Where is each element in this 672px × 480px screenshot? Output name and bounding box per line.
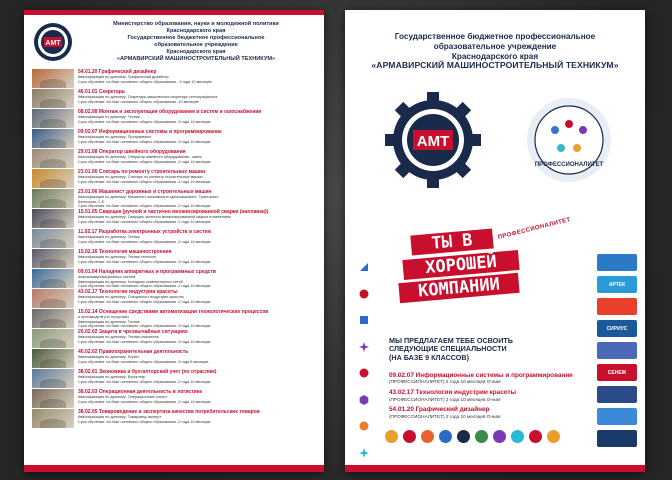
partner-badge-icon — [403, 430, 416, 443]
specialty-title: 43.02.17 Технологии индустрии красоты — [389, 389, 517, 397]
offer-line: (НА БАЗЕ 9 КЛАССОВ) — [389, 352, 469, 362]
program-photo — [32, 209, 74, 228]
partner-logo: СИРИУС — [597, 320, 637, 337]
amt-logo-icon — [32, 21, 74, 63]
program-title: 09.01.04 Наладчик аппаратных и программных средств — [78, 269, 216, 275]
partner-badge-icon — [439, 430, 452, 443]
program-detail: Квалификация по диплому: Бухгалтер — [78, 375, 146, 379]
partner-logos-column — [597, 254, 637, 452]
program-photo — [32, 169, 74, 188]
specialty-duration: (ПРОФЕССИОНАЛИТЕТ) 2 года 10 месяцев Очная — [389, 413, 501, 419]
program-detail: Квалификация по диплому: Техник-технолог — [78, 255, 157, 259]
program-item — [32, 309, 316, 329]
program-text — [78, 109, 316, 124]
program-item — [32, 169, 316, 189]
specialty-title: 09.02.07 Информационные системы и программирование — [389, 372, 573, 379]
program-list — [24, 67, 324, 429]
program-title: 09.02.07 Информационные системы и программирование — [78, 129, 222, 135]
program-item — [32, 329, 316, 349]
orange-circle-icon — [359, 421, 369, 431]
right-org-line: Государственное бюджетное профессиональное — [394, 32, 596, 41]
program-item — [32, 149, 316, 169]
partner-badge-icon — [457, 430, 470, 443]
program-text — [78, 409, 316, 424]
program-text — [78, 389, 316, 404]
bottom-red-bar — [24, 465, 324, 472]
program-item — [32, 89, 316, 109]
left-header — [24, 15, 324, 67]
right-org-block — [345, 10, 645, 71]
right-logo-row — [345, 71, 645, 191]
program-title: 15.02.14 Оснащение средствами автоматизации технологических процессов — [78, 309, 269, 315]
program-text — [78, 229, 316, 244]
program-item — [32, 289, 316, 309]
program-detail: Квалификация по диплому: Наладчик компьютерных сетей — [78, 279, 183, 284]
org-line: Краснодарского края — [166, 27, 226, 34]
program-item — [32, 269, 316, 289]
program-photo — [32, 269, 74, 288]
partner-badge-icon — [547, 430, 560, 443]
specialty-duration: (ПРОФЕССИОНАЛИТЕТ) 2 года 10 месяцев Очная — [389, 396, 501, 402]
program-detail: Срок обучения: на базе основного общего образования -3 года 10 месяцев — [78, 339, 211, 344]
amt-gear-logo-icon — [383, 90, 483, 190]
partner-logo — [597, 386, 637, 403]
program-title: 43.02.17 Технологии индустрии красоты — [78, 289, 178, 295]
program-item — [32, 189, 316, 209]
offer-line: СЛЕДУЮЩИЕ СПЕЦИАЛЬНОСТИ — [389, 344, 507, 354]
program-photo — [32, 89, 74, 108]
program-text — [78, 369, 316, 384]
left-brochure-page — [24, 10, 324, 472]
program-photo — [32, 149, 74, 168]
program-photo — [32, 289, 74, 308]
purple-hexagon-icon — [359, 395, 369, 405]
blue-triangle-icon — [359, 262, 369, 272]
program-photo — [32, 309, 74, 328]
right-org-line: Краснодарского края — [451, 51, 539, 61]
program-detail: инфокоммуникационных систем — [78, 275, 136, 279]
org-line: образовательное учреждение — [154, 41, 238, 48]
program-text — [78, 169, 316, 184]
partner-logo — [597, 342, 637, 359]
program-detail: Квалификация по диплому: Сварщик частично механизированной сварки плавлением — [78, 215, 231, 219]
slogan-line: КОМПАНИИ — [398, 273, 519, 303]
partner-badge-icon — [385, 430, 398, 443]
program-detail: Срок обучения: на базе основного общего образования -1 года 10 месяцев — [78, 219, 211, 224]
program-detail: Срок обучения: на базе основного общего образования -2 года 10 месяцев — [78, 239, 211, 244]
org-line: Министерство образования, науки и молодежной политики — [113, 20, 279, 27]
program-item — [32, 249, 316, 269]
program-item — [32, 129, 316, 149]
program-title: 38.02.05 Товароведение и экспертиза качества потребительских товаров — [78, 409, 260, 415]
bottom-red-bar — [345, 465, 645, 472]
program-detail: Квалификация по диплому: Секретарь-машинистка секретарь стенографистка — [78, 95, 218, 99]
partner-logo: СЕНЕЖ — [597, 364, 637, 381]
program-title: 20.02.02 Защита в чрезвычайных ситуациях — [78, 329, 188, 335]
blue-square-icon — [359, 315, 369, 325]
program-photo — [32, 369, 74, 388]
program-photo — [32, 69, 74, 88]
program-detail: Срок обучения: на базе основного общего образования -3 года 10 месяцев — [78, 119, 211, 124]
program-text — [78, 329, 316, 344]
slogan-brand-label: ПРОФЕССИОНАЛИТЕТ — [497, 217, 572, 241]
org-line: Краснодарского края — [166, 48, 226, 55]
program-detail: Срок обучения: на базе основного общего образования -3 года 10 месяцев — [78, 324, 211, 329]
program-text — [78, 249, 316, 264]
program-detail: Срок обучения: на базе основного общего образования -2 года 10 месяцев — [78, 379, 211, 384]
program-title: 29.01.08 Оператор швейного оборудования — [78, 149, 186, 155]
program-detail: Квалификация по диплому: Товаровед-эксперт — [78, 415, 162, 419]
program-detail: Квалификация по диплому: Техник — [78, 115, 140, 119]
partner-badge-icon — [493, 430, 506, 443]
offer-block — [389, 337, 589, 362]
specialty-item — [389, 406, 593, 419]
program-detail: Квалификация по диплому: Специалист индустрии красоты — [78, 295, 184, 299]
program-text — [78, 269, 316, 289]
program-title: 08.02.08 Монтаж и эксплуатация оборудования и систем и газоснабжения — [78, 109, 262, 115]
left-org-block — [74, 21, 318, 63]
program-text — [78, 69, 316, 84]
program-title: 11.02.17 Разработка электронных устройств и систем — [78, 229, 211, 235]
partner-badge-icon — [529, 430, 542, 443]
program-detail: Срок обучения: на базе основного общего образования -2 года 10 месяцев — [78, 419, 211, 424]
program-text — [78, 309, 316, 329]
bottom-badge-row — [385, 430, 560, 443]
program-photo — [32, 349, 74, 368]
program-detail: Квалификация по диплому: Юрист — [78, 355, 140, 359]
program-detail: Срок обучения: на базе основного общего образования -2 года 10 месяцев — [78, 179, 211, 184]
program-detail: Квалификация по диплому: Графический дизайнер — [78, 75, 169, 79]
program-detail: Срок обучения: на базе основного общего образования -2 года 10 месяцев — [78, 284, 211, 289]
right-brochure-page — [345, 10, 645, 472]
partner-badge-icon — [511, 430, 524, 443]
program-title: 15.02.16 Технология машиностроения — [78, 249, 172, 255]
program-detail: Срок обучения: на базе основного общего образования -3 года 10 месяцев — [78, 139, 211, 144]
partner-logo — [597, 254, 637, 271]
program-detail: Квалификация по диплому: Машинист экскаватора одноковшового. Тракторист. — [78, 195, 220, 199]
right-org-name: «АРМАВИРСКИЙ МАШИНОСТРОИТЕЛЬНЫЙ ТЕХНИКУМ» — [371, 60, 619, 71]
program-item — [32, 109, 316, 129]
slogan-line: ХОРОШЕЙ — [402, 250, 519, 280]
program-title: 15.01.05 Сварщик (ручной и частично механизированной сварки (наплавки)) — [78, 209, 269, 215]
program-detail: Квалификация по диплому: Техник — [78, 235, 140, 239]
program-detail: Срок обучения: на базе основного общего образования - 3 года 10 месяцев — [78, 79, 212, 84]
specialty-duration: (ПРОФЕССИОНАЛИТЕТ) 2 года 10 месяцев Очная — [389, 379, 501, 385]
side-shapes-column — [359, 262, 371, 472]
program-text — [78, 349, 316, 364]
program-detail: и производств (по отраслям) — [78, 315, 129, 319]
partner-badge-icon — [475, 430, 488, 443]
program-photo — [32, 329, 74, 348]
org-line: «АРМАВИРСКИЙ МАШИНОСТРОИТЕЛЬНЫЙ ТЕХНИКУМ» — [116, 55, 276, 62]
program-item — [32, 209, 316, 229]
program-title: 54.01.20 Графический дизайнер — [78, 69, 157, 75]
professionalitet-badge-icon — [525, 96, 613, 184]
program-title: 23.01.06 Слесарь по ремонту строительных машин — [78, 169, 206, 175]
program-item — [32, 369, 316, 389]
program-photo — [32, 109, 74, 128]
program-detail: Квалификация по диплому: Техник-спасатель — [78, 335, 159, 339]
amt-logo-text: АМТ — [45, 39, 61, 47]
program-detail: Срок обучения: на базе основного общего образования -2 года 10 месяцев — [78, 399, 211, 404]
right-org-line: образовательное учреждение — [433, 41, 557, 51]
program-text — [78, 129, 316, 144]
program-photo — [32, 229, 74, 248]
program-detail: Срок обучения: на базе основного общего образования -3 года 6 месяцев — [78, 359, 209, 364]
partner-logo: АРТЕК — [597, 276, 637, 293]
program-item — [32, 409, 316, 429]
red-circle-icon — [359, 289, 369, 299]
program-item — [32, 389, 316, 409]
program-photo — [32, 409, 74, 428]
slogan-block — [389, 217, 572, 302]
program-photo — [32, 129, 74, 148]
partner-logo — [597, 430, 637, 447]
program-photo — [32, 189, 74, 208]
red-circle-icon — [359, 368, 369, 378]
specialty-item — [389, 372, 593, 385]
program-detail: Квалификация по диплому: Операционный логист — [78, 395, 168, 399]
partner-badge-icon — [421, 430, 434, 443]
program-detail: Срок обучения: на базе основного общего образования -2 года 10 месяцев — [78, 299, 211, 304]
program-title: 23.01.06 Машинист дорожных и строительных машин — [78, 189, 212, 195]
specialty-list — [389, 372, 593, 424]
program-item — [32, 349, 316, 369]
program-text — [78, 149, 316, 164]
program-detail: Срок обучения: на базе основного общего образования -10 месяцев — [78, 99, 199, 104]
program-detail: Квалификация по диплому: Оператор швейного оборудования - швея — [78, 155, 202, 159]
partner-logo — [597, 298, 637, 315]
professionalitet-badge-text: ПРОФЕССИОНАЛИТЕТ — [534, 162, 604, 169]
specialty-title: 54.01.20 Графический дизайнер — [389, 406, 490, 414]
program-text — [78, 289, 316, 304]
program-title: 38.02.03 Операционная деятельность в логистике — [78, 389, 203, 395]
offer-line: МЫ ПРЕДЛАГАЕМ ТЕБЕ ОСВОИТЬ — [389, 336, 513, 345]
program-item — [32, 229, 316, 249]
program-detail: Срок обучения: на базе основного общего образования -2 года 10 месяцев — [78, 159, 211, 164]
program-title: 38.02.01 Экономика и бухгалтерский учет (по отраслям) — [78, 369, 217, 375]
program-text — [78, 209, 316, 224]
program-text — [78, 189, 316, 209]
program-photo — [32, 389, 74, 408]
program-detail: Срок обучения: на базе основного общего образования -3 года 10 месяцев — [78, 259, 211, 264]
purple-star-icon — [359, 342, 369, 352]
program-detail: Срок обучения: на базе основного общего образования -2 года 10 месяцев — [78, 204, 211, 209]
program-detail: Категория: С,Е. — [78, 199, 106, 204]
partner-logo — [597, 408, 637, 425]
program-detail: Квалификация по диплому: Техник — [78, 319, 140, 324]
program-detail: Квалификация по диплому: Программист — [78, 135, 152, 139]
specialty-item — [389, 389, 593, 402]
cyan-star-icon — [359, 448, 369, 458]
program-title: 40.02.02 Правоохранительная деятельность — [78, 349, 189, 355]
program-item — [32, 69, 316, 89]
program-text — [78, 89, 316, 104]
program-title: 46.01.01 Секретарь — [78, 89, 125, 95]
program-photo — [32, 249, 74, 268]
slogan-line: ТЫ В — [410, 228, 493, 255]
amt-gear-logo-text: АМТ — [416, 133, 450, 151]
org-line: Государственное бюджетное профессиональное — [127, 34, 265, 41]
program-detail: Квалификация по диплому: Слесарь по ремонту строительных машин — [78, 175, 203, 179]
